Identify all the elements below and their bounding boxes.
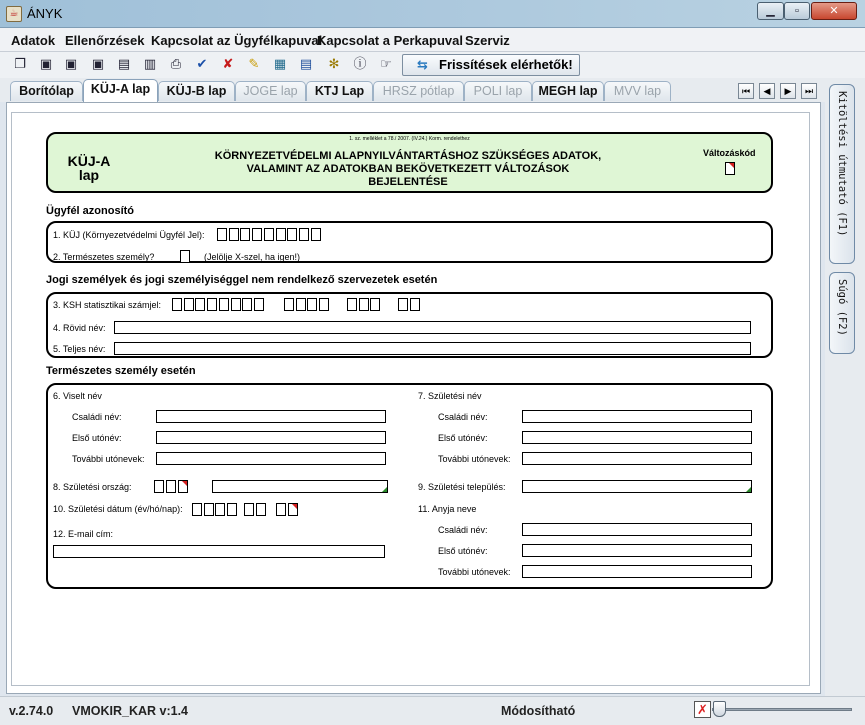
maximize-button[interactable]: ▫ (784, 2, 810, 20)
save-close-icon[interactable]: ▣ (64, 56, 78, 71)
birth-place-input[interactable] (522, 480, 752, 493)
birth-family-name-input[interactable] (522, 410, 752, 423)
kuj-label: 1. KÜJ (Környezetvédelmi Ügyfél Jel): (53, 230, 205, 240)
mother-first-name-label: Első utónév: (438, 546, 488, 556)
section-legal-person: Jogi személyek és jogi személyiséggel nem rendelkező szervezetek esetén (46, 274, 438, 286)
input-cell[interactable] (370, 298, 380, 311)
menu-ugyfelkapu[interactable]: Kapcsolat az Ügyfélkapuval (151, 33, 323, 48)
help-label: Súgó (F2) (836, 279, 848, 336)
mother-family-name-input[interactable] (522, 523, 752, 536)
group-natural-person (46, 383, 773, 589)
title-line-1: KÖRNYEZETVÉDELMI ALAPNYILVÁNTARTÁSHOZ SZÜKSÉGES ADATOK, (214, 150, 602, 162)
current-first-name-input[interactable] (156, 431, 386, 444)
title-bar (0, 0, 865, 28)
save-icon[interactable]: ▣ (39, 56, 53, 71)
mother-other-names-input[interactable] (522, 565, 752, 578)
zoom-slider-track[interactable] (712, 708, 852, 711)
input-cell[interactable] (398, 298, 408, 311)
tab-kuj-b[interactable]: KÜJ-B lap (158, 81, 235, 101)
input-cell[interactable] (240, 228, 250, 241)
section-natural-person: Természetes személy esetén (46, 365, 196, 377)
input-cell[interactable] (242, 298, 252, 311)
lap-code: KÜJ-A lap (67, 153, 111, 183)
short-name-input[interactable] (114, 321, 751, 334)
form-title (188, 150, 628, 189)
birth-name-label: 7. Születési név (418, 391, 482, 401)
delete-icon[interactable]: ✘ (222, 56, 234, 71)
form-page (11, 112, 810, 686)
section-client-id: Ügyfél azonosító (46, 205, 135, 217)
birth-family-name-label: Családi név: (438, 412, 488, 422)
import-icon[interactable]: ▤ (117, 56, 131, 71)
valtozaskod-label: Változáskód (703, 148, 756, 158)
first-page-button[interactable]: ⏮ (738, 83, 754, 99)
header-note: 1. sz. melléklet a 78./ 2007. (IV.24.) Korm. rendelethez (349, 136, 470, 142)
calc2-icon[interactable]: ▤ (299, 56, 313, 71)
email-input[interactable] (53, 545, 385, 558)
refresh-icon: ⇆ (417, 57, 428, 72)
mother-name-label: 11. Anyja neve (418, 504, 477, 514)
input-cell[interactable] (217, 228, 227, 241)
next-page-button[interactable]: ▶ (780, 83, 796, 99)
birth-first-name-label: Első utónév: (438, 433, 488, 443)
input-cell[interactable] (264, 228, 274, 241)
menu-perkapu[interactable]: Kapcsolat a Perkapuval (317, 33, 463, 48)
input-cell[interactable] (299, 228, 309, 241)
natural-person-checkbox[interactable] (180, 250, 190, 263)
tab-mvv[interactable]: MVV lap (604, 81, 671, 101)
pointer-icon[interactable]: ☞ (380, 56, 392, 71)
input-cell[interactable] (227, 503, 237, 516)
birth-country-code-1[interactable] (154, 480, 164, 493)
input-cell[interactable] (307, 298, 317, 311)
current-family-name-input[interactable] (156, 410, 386, 423)
birth-country-code-2[interactable] (166, 480, 176, 493)
java-app-icon: ☕ (6, 6, 22, 22)
check-icon[interactable]: ✔ (196, 56, 208, 71)
mother-other-names-label: További utónevek: (438, 567, 511, 577)
birth-other-names-input[interactable] (522, 452, 752, 465)
current-name-label: 6. Viselt név (53, 391, 102, 401)
edit-icon[interactable]: ✎ (248, 56, 260, 71)
natural-person-hint: (Jelölje X-szel, ha igen!) (204, 252, 301, 262)
current-other-names-label: További utónevek: (72, 454, 145, 464)
help-side-tab[interactable] (829, 272, 855, 354)
birth-country-code-3[interactable] (178, 480, 188, 493)
full-name-label: 5. Teljes név: (53, 344, 106, 354)
save-as-icon[interactable]: ▣ (91, 56, 105, 71)
input-cell[interactable] (231, 298, 241, 311)
tab-megh[interactable]: MEGH lap (532, 81, 604, 101)
toolbar (0, 52, 865, 78)
window-title: ÁNYK (27, 6, 63, 21)
input-cell[interactable] (296, 298, 306, 311)
input-cell[interactable] (256, 503, 266, 516)
input-cell[interactable] (287, 228, 297, 241)
people-icon[interactable]: ✻ (328, 56, 340, 71)
zoom-reset-icon[interactable]: ✗ (694, 701, 711, 718)
tab-ktj[interactable]: KTJ Lap (306, 81, 373, 101)
input-cell[interactable] (410, 298, 420, 311)
title-line-3: BEJELENTÉSE (368, 176, 448, 188)
info-icon[interactable]: ⓘ (353, 56, 367, 71)
group-legal-person (46, 292, 773, 358)
tab-kuj-a[interactable]: KÜJ-A lap (83, 79, 158, 102)
input-cell[interactable] (192, 503, 202, 516)
prev-page-button[interactable]: ◀ (759, 83, 775, 99)
birth-country-label: 8. Születési ország: (53, 482, 132, 492)
input-cell[interactable] (288, 503, 298, 516)
refresh-label: Frissítések elérhetők! (439, 57, 573, 72)
valtozaskod-input[interactable] (725, 162, 735, 175)
copy-icon[interactable]: ❐ (14, 56, 26, 71)
mother-family-name-label: Családi név: (438, 525, 488, 535)
menu-ellenorzesek[interactable]: Ellenőrzések (65, 33, 145, 48)
input-cell[interactable] (219, 298, 229, 311)
main-panel (6, 102, 821, 694)
menu-adatok[interactable]: Adatok (11, 33, 56, 48)
input-cell[interactable] (311, 228, 321, 241)
input-cell[interactable] (347, 298, 357, 311)
current-family-name-label: Családi név: (72, 412, 122, 422)
input-cell[interactable] (195, 298, 205, 311)
short-name-label: 4. Rövid név: (53, 323, 106, 333)
attachment-icon[interactable]: ▥ (143, 56, 157, 71)
zoom-slider-thumb[interactable] (713, 701, 726, 717)
app-version: v.2.74.0 (9, 704, 54, 718)
guide-side-tab[interactable] (829, 84, 855, 264)
close-button[interactable]: ✕ (811, 2, 857, 20)
input-cell[interactable] (276, 503, 286, 516)
input-cell[interactable] (229, 228, 239, 241)
group-client-id (46, 221, 773, 263)
print-icon[interactable]: ⎙ (170, 56, 182, 71)
tab-poli[interactable]: POLI lap (464, 81, 532, 101)
birth-country-input[interactable] (212, 480, 388, 493)
birth-date-label: 10. Születési dátum (év/hó/nap): (53, 504, 183, 514)
form-header (46, 132, 773, 193)
current-first-name-label: Első utónév: (72, 433, 122, 443)
email-label: 12. E-mail cím: (53, 529, 114, 539)
edit-mode: Módosítható (501, 704, 576, 718)
natural-person-label: 2. Természetes személy? (53, 252, 155, 262)
tab-hrsz[interactable]: HRSZ pótlap (373, 81, 464, 101)
minimize-button[interactable]: ▁ (757, 2, 784, 20)
calculator-icon[interactable]: ▦ (273, 56, 287, 71)
input-cell[interactable] (244, 503, 254, 516)
input-cell[interactable] (215, 503, 225, 516)
last-page-button[interactable]: ⏭ (801, 83, 817, 99)
birth-place-label: 9. Születési település: (418, 482, 506, 492)
birth-other-names-label: További utónevek: (438, 454, 511, 464)
input-cell[interactable] (284, 298, 294, 311)
form-version: VMOKIR_KAR v:1.4 (72, 704, 188, 718)
tab-joge[interactable]: JOGE lap (235, 81, 306, 101)
status-bar (0, 696, 865, 725)
guide-label: Kitöltési útmutató (F1) (836, 91, 848, 237)
tab-boritolap[interactable]: Borítólap (10, 81, 83, 101)
input-cell[interactable] (252, 228, 262, 241)
input-cell[interactable] (204, 503, 214, 516)
menu-bar (0, 28, 865, 52)
current-other-names-input[interactable] (156, 452, 386, 465)
input-cell[interactable] (172, 298, 182, 311)
input-cell[interactable] (254, 298, 264, 311)
input-cell[interactable] (207, 298, 217, 311)
birth-first-name-input[interactable] (522, 431, 752, 444)
title-line-2: VALAMINT AZ ADATOKBAN BEKÖVETKEZETT VÁLTOZÁSOK (246, 163, 570, 175)
ksh-label: 3. KSH statisztikai számjel: (53, 300, 162, 310)
refresh-available-button[interactable] (402, 54, 580, 76)
menu-szerviz[interactable]: Szerviz (465, 33, 510, 48)
input-cell[interactable] (359, 298, 369, 311)
tab-bar (0, 78, 825, 102)
mother-first-name-input[interactable] (522, 544, 752, 557)
full-name-input[interactable] (114, 342, 751, 355)
input-cell[interactable] (319, 298, 329, 311)
input-cell[interactable] (184, 298, 194, 311)
input-cell[interactable] (276, 228, 286, 241)
